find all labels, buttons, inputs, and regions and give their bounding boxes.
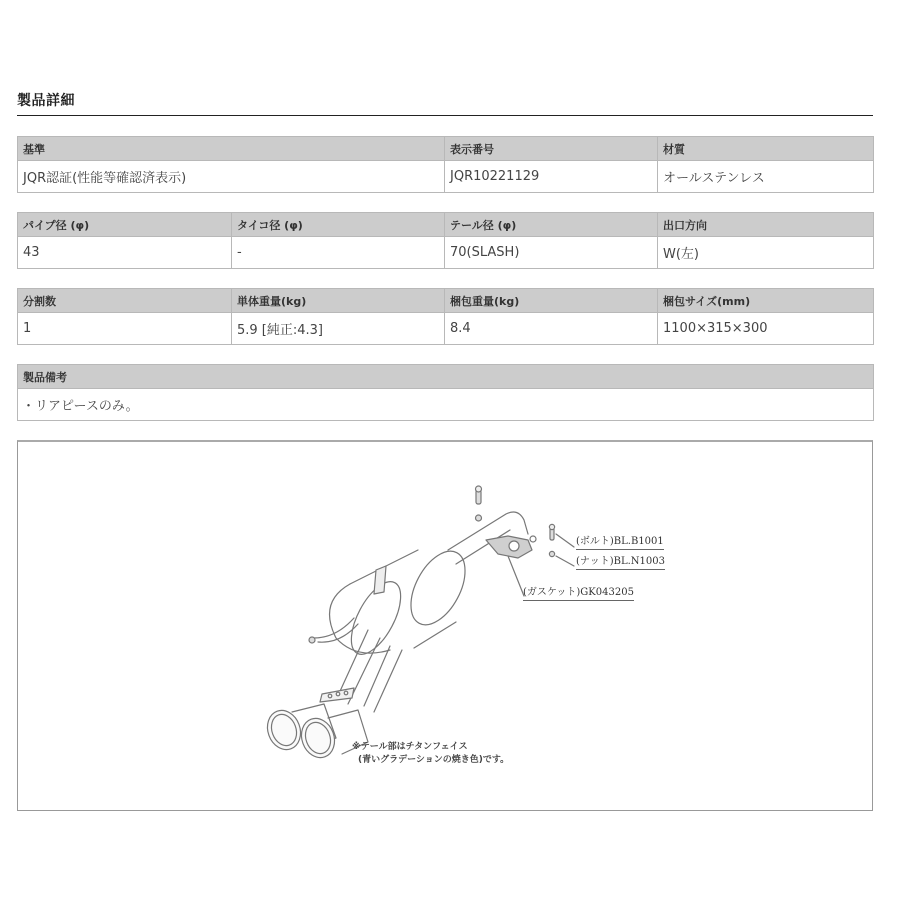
value-exit-direction: W(左) bbox=[658, 237, 874, 269]
header-package-weight: 梱包重量(kg) bbox=[445, 289, 658, 313]
header-tail-diameter: テール径 (φ) bbox=[445, 213, 658, 237]
value-display-number: JQR10221129 bbox=[445, 161, 658, 193]
header-unit-weight: 単体重量(kg) bbox=[232, 289, 445, 313]
spec-table-weight bbox=[17, 288, 874, 345]
value-package-size: 1100×315×300 bbox=[658, 313, 874, 345]
spec-table-dimensions bbox=[17, 212, 874, 269]
value-remarks: ・リアピースのみ。 bbox=[18, 389, 874, 421]
header-silencer-diameter: タイコ径 (φ) bbox=[232, 213, 445, 237]
value-standard: JQR認証(性能等確認済表示) bbox=[18, 161, 445, 193]
value-pipe-diameter: 43 bbox=[18, 237, 232, 269]
header-pipe-diameter: パイプ径 (φ) bbox=[18, 213, 232, 237]
value-package-weight: 8.4 bbox=[445, 313, 658, 345]
header-pieces: 分割数 bbox=[18, 289, 232, 313]
section-divider bbox=[17, 115, 873, 116]
spec-table-remarks bbox=[17, 364, 874, 421]
diagram-note-line1: ※テール部はチタンフェイス bbox=[352, 742, 468, 752]
callout-gasket: (ガスケット)GK043205 bbox=[523, 587, 634, 601]
parts-diagram bbox=[17, 440, 873, 811]
header-remarks: 製品備考 bbox=[18, 365, 874, 389]
table-header-row bbox=[18, 289, 874, 313]
table-row bbox=[18, 161, 874, 193]
header-material: 材質 bbox=[658, 137, 874, 161]
bolt-icon bbox=[476, 486, 482, 521]
table-row bbox=[18, 389, 874, 421]
table-header-row bbox=[18, 213, 874, 237]
spec-table-certification bbox=[17, 136, 874, 193]
header-exit-direction: 出口方向 bbox=[658, 213, 874, 237]
value-silencer-diameter: - bbox=[232, 237, 445, 269]
table-row bbox=[18, 313, 874, 345]
header-package-size: 梱包サイズ(mm) bbox=[658, 289, 874, 313]
header-standard: 基準 bbox=[18, 137, 445, 161]
value-tail-diameter: 70(SLASH) bbox=[445, 237, 658, 269]
value-pieces: 1 bbox=[18, 313, 232, 345]
table-header-row bbox=[18, 365, 874, 389]
callout-nut: (ナット)BL.N1003 bbox=[576, 556, 665, 570]
table-header-row bbox=[18, 137, 874, 161]
diagram-note-line2: (青いグラデーションの焼き色)です。 bbox=[358, 755, 510, 765]
value-material: オールステンレス bbox=[658, 161, 874, 193]
callout-bolt: (ボルト)BL.B1001 bbox=[576, 536, 664, 550]
header-display-number: 表示番号 bbox=[445, 137, 658, 161]
value-unit-weight: 5.9 [純正:4.3] bbox=[232, 313, 445, 345]
table-row bbox=[18, 237, 874, 269]
section-title: 製品詳細 bbox=[17, 93, 75, 109]
